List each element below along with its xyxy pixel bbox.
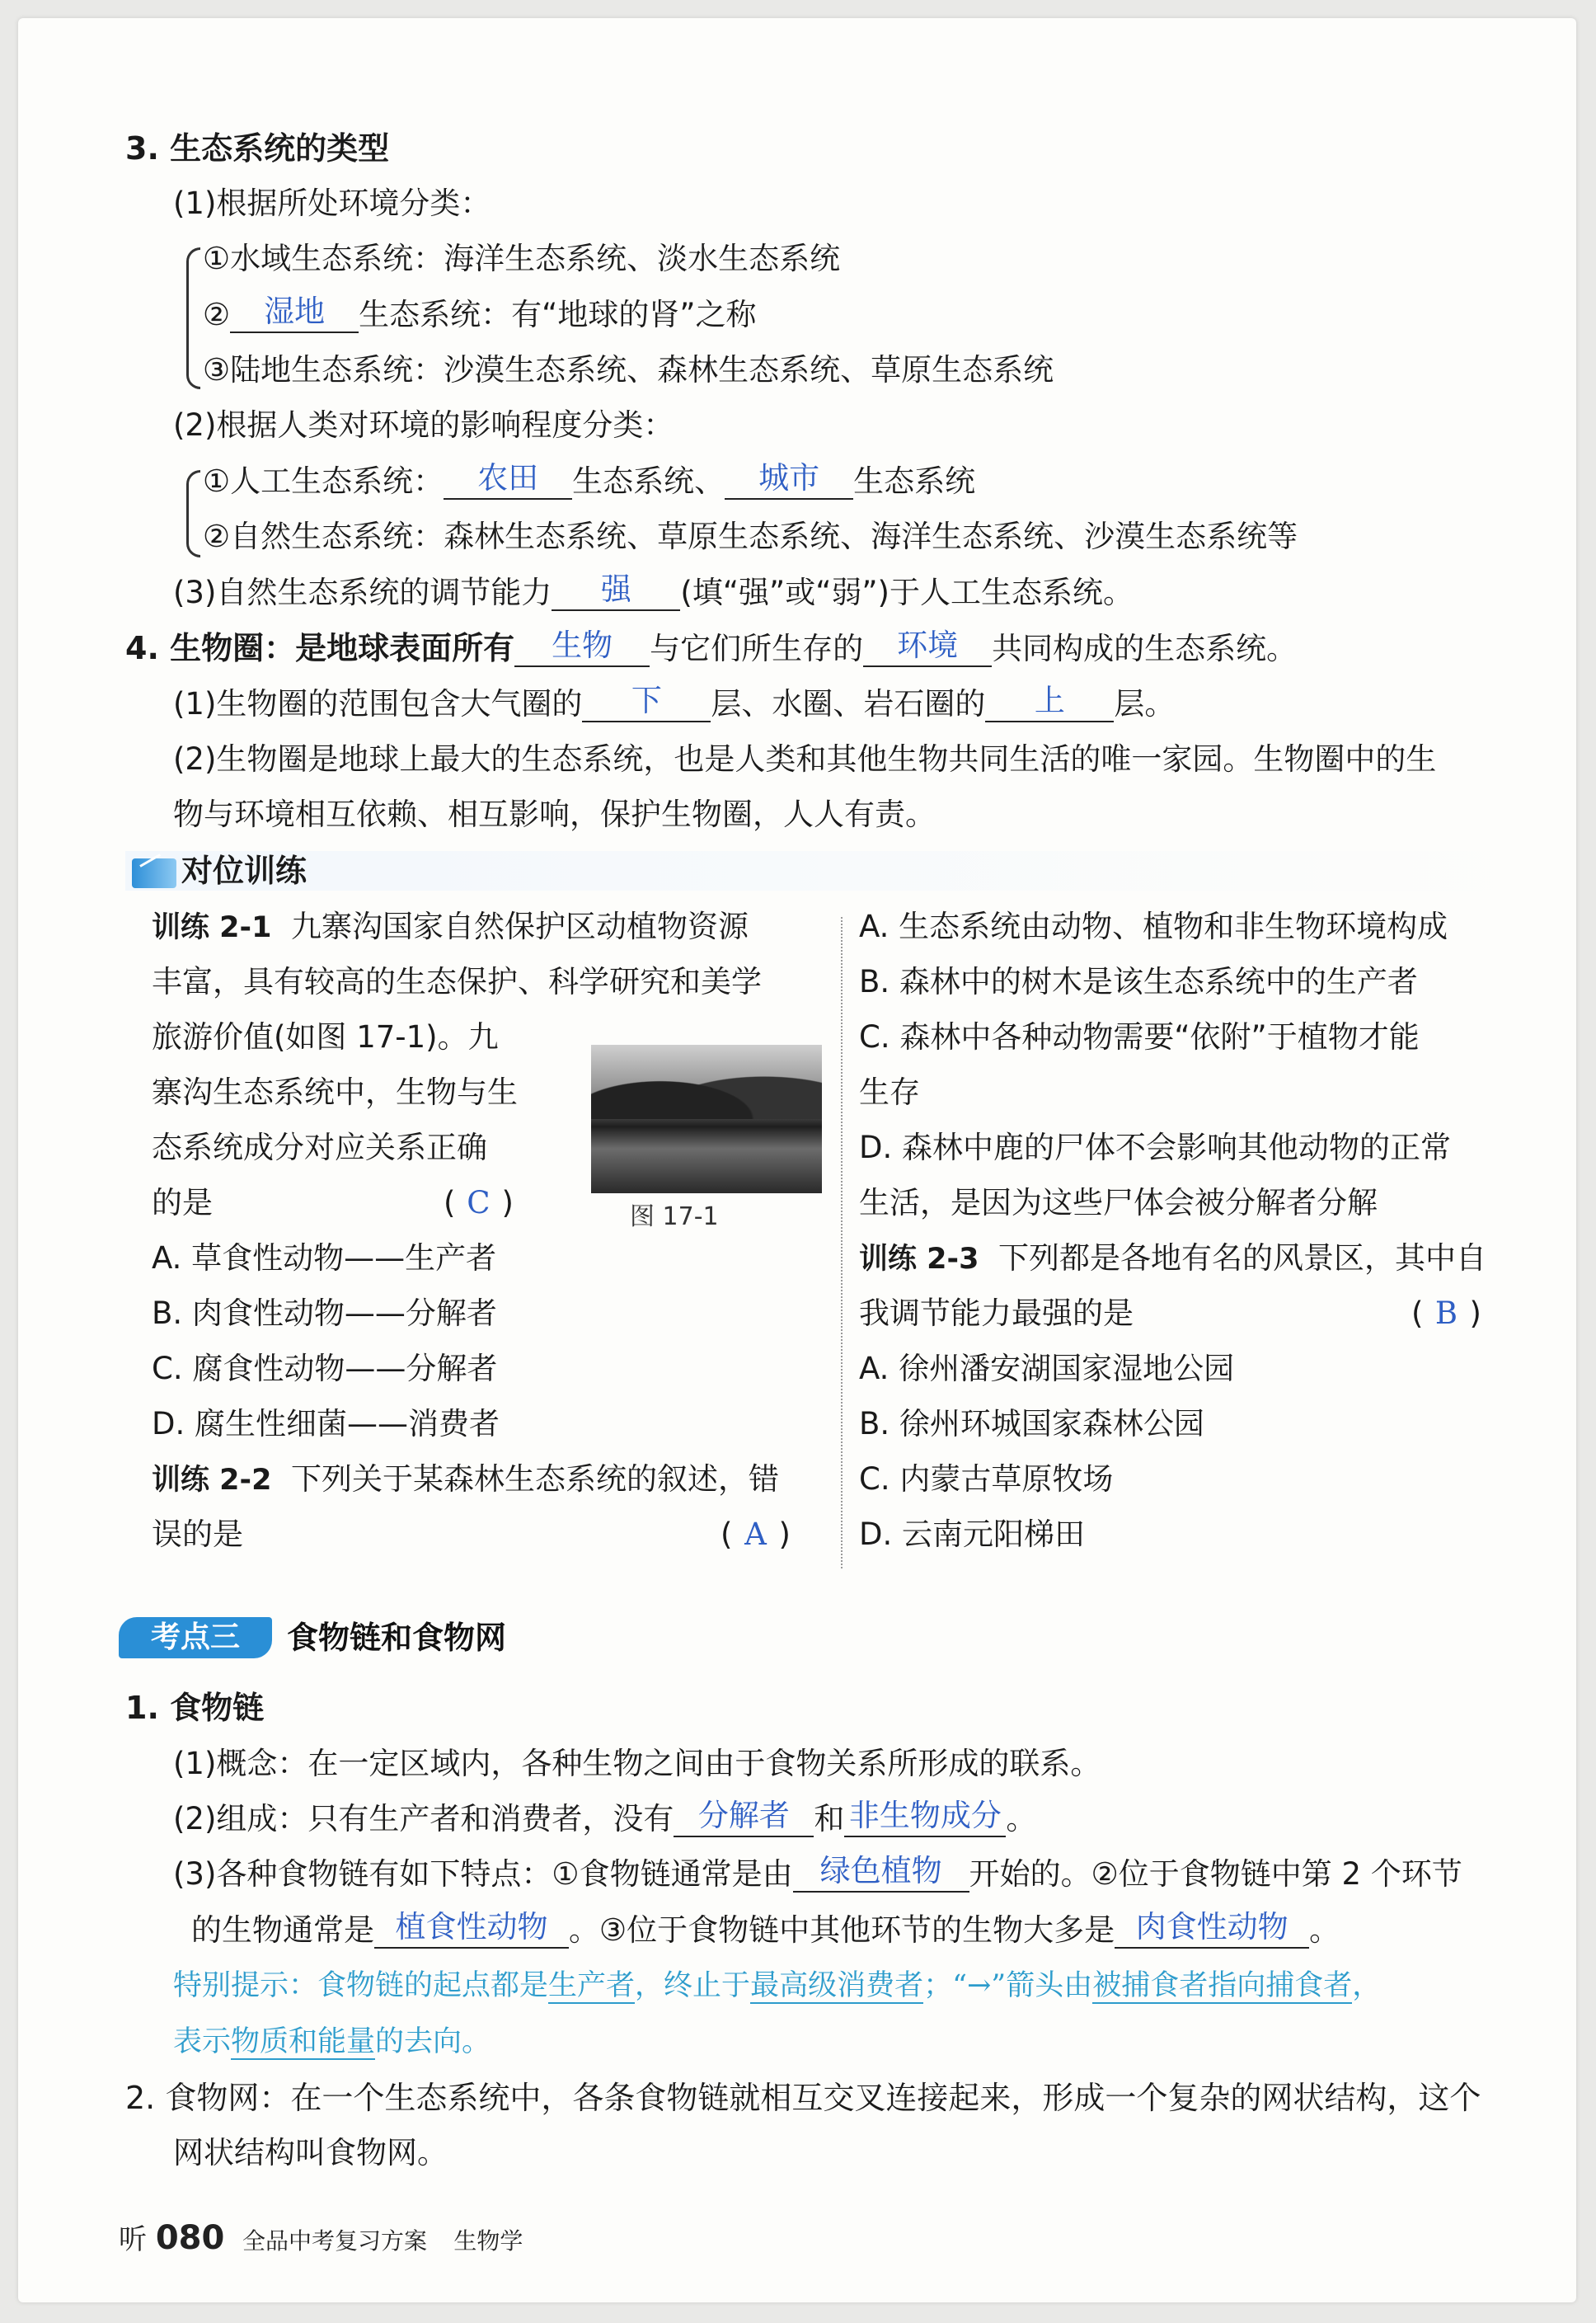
s3-p2a-post: 生态系统 (853, 463, 976, 499)
s3-p1b-post: 生态系统：有“地球的肾”之称 (359, 297, 757, 332)
q2-l2: 误的是 (152, 1517, 243, 1552)
page-footer (119, 2218, 523, 2261)
brace-2 (186, 470, 200, 557)
s3-p2a-mid: 生态系统、 (572, 463, 725, 499)
brace-1 (186, 247, 200, 389)
tip-matter-energy: 物质和能量 (231, 2025, 376, 2058)
q3-option-b: B. 徐州环城国家森林公园 (859, 1406, 1204, 1441)
book-title: 全品中考复习方案 (242, 2227, 427, 2255)
arrow-icon (132, 858, 176, 888)
answer-organisms: 生物 (514, 629, 650, 667)
special-tip-line2 (173, 2022, 491, 2062)
q2-option-c1: C. 森林中各种动物需要“依附”于植物才能 (859, 1019, 1420, 1055)
s3-p2a (203, 462, 975, 503)
answer-city: 城市 (725, 462, 853, 500)
q2-answer: A (744, 1517, 767, 1552)
jiuzhaigou-photo (591, 1045, 822, 1193)
q2-option-d1: D. 森林中鹿的尸体不会影响其他动物的正常 (859, 1130, 1452, 1165)
kp3-title: 食物链和食物网 (287, 1620, 507, 1656)
q3-option-c: C. 内蒙古草原牧场 (859, 1461, 1114, 1497)
tip-producer: 生产者 (548, 1969, 636, 2002)
s3-p3-pre: (3)自然生态系统的调节能力 (173, 575, 552, 610)
kp3-c2-pre: (2)组成：只有生产者和消费者，没有 (173, 1801, 674, 1836)
answer-abiotic: 非生物成分 (844, 1799, 1006, 1837)
q3-label: 训练 2-3 (859, 1243, 979, 1276)
q1-l2: 丰富，具有较高的生态保护、科学研究和美学 (152, 964, 762, 999)
kp3-c4-pre: 的生物通常是 (191, 1912, 374, 1948)
s4-mid: 与它们所生存的 (650, 631, 864, 666)
kp3-c2-post: 。 (1006, 1801, 1037, 1836)
q1-option-c: C. 腐食性动物——分解者 (152, 1351, 498, 1386)
tip-text-2: ，终止于 (635, 1969, 751, 2002)
s4-pre: 4. 生物圈：是地球表面所有 (125, 630, 515, 666)
s4-p2a: (2)生物圈是地球上最大的生态系统，也是人类和其他生物共同生活的唯一家园。生物圈中的生 (173, 741, 1437, 777)
page-number: 080 (155, 2219, 225, 2257)
q2-l1: 下列关于某森林生态系统的叙述，错 (290, 1461, 779, 1497)
section-3-title: 3. 生态系统的类型 (125, 130, 390, 167)
tip-text-4: ， (1352, 1969, 1382, 2002)
kp3-c4 (191, 1911, 1340, 1952)
s4-p1 (173, 684, 1175, 726)
tip-text-5: 表示 (173, 2025, 232, 2058)
q2-line1 (152, 1460, 779, 1500)
s3-p3 (173, 573, 1134, 614)
footer-prefix: 听 (119, 2223, 147, 2256)
figure-caption: 图 17-1 (630, 1202, 719, 1231)
answer-carnivores: 肉食性动物 (1115, 1911, 1309, 1949)
tip-text-6: 的去向。 (375, 2025, 491, 2058)
q1-answer-bracket: ( C ) (444, 1183, 514, 1223)
section-4 (125, 628, 1297, 670)
kp3-c3 (173, 1855, 1462, 1896)
q2-option-a: A. 生态系统由动物、植物和非生物环境构成 (859, 909, 1448, 944)
q1-l5: 态系统成分对应关系正确 (152, 1130, 487, 1165)
q2-answer-bracket: ( A ) (721, 1515, 791, 1554)
s3-p1b-pre: ② (203, 297, 231, 332)
kp3-s2a-text: 2. 食物网：在一个生态系统中，各条食物链就相互交叉连接起来，形成一个复杂的网状结构，这个 (125, 2080, 1481, 2116)
s3-p3-post: (填“强”或“弱”)于人工生态系统。 (680, 575, 1134, 610)
practice-header (132, 851, 307, 891)
s3-p1: (1)根据所处环境分类： (173, 186, 491, 221)
q1-line1 (152, 907, 749, 948)
kp3-c3-pre: (3)各种食物链有如下特点：①食物链通常是由 (173, 1856, 793, 1892)
tip-arrow-direction: 被捕食者指向捕食者 (1092, 1969, 1353, 2002)
q2-option-d2: 生活，是因为这些尸体会被分解者分解 (859, 1185, 1378, 1220)
q2-option-b: B. 森林中的树木是该生态系统中的生产者 (859, 964, 1418, 999)
q3-answer: B (1434, 1296, 1458, 1331)
kp3-s1-title: 1. 食物链 (125, 1690, 265, 1726)
s3-p1b (203, 295, 757, 336)
q1-l6: 的是 (152, 1185, 213, 1220)
document-page (18, 18, 1576, 2302)
answer-green-plants: 绿色植物 (793, 1855, 969, 1893)
s3-p2a-pre: ①人工生态系统： (203, 463, 444, 499)
answer-environment: 环境 (863, 629, 992, 667)
q1-option-b: B. 肉食性动物——分解者 (152, 1296, 497, 1331)
column-divider (841, 917, 843, 1568)
answer-decomposers: 分解者 (674, 1799, 814, 1837)
q3-l1: 下列都是各地有名的风景区，其中自 (998, 1240, 1486, 1276)
q2-label: 训练 2-2 (152, 1464, 272, 1497)
kp3-c1: (1)概念：在一定区域内，各种生物之间由于食物关系所形成的联系。 (173, 1746, 1101, 1781)
q1-option-d: D. 腐生性细菌——消费者 (152, 1406, 500, 1441)
q1-l4: 寨沟生态系统中，生物与生 (152, 1075, 518, 1110)
subject-name: 生物学 (453, 2227, 523, 2255)
tip-label: 特别提示： (173, 1969, 318, 2002)
kp3-c3-post: 开始的。②位于食物链中第 2 个环节 (969, 1856, 1462, 1892)
q3-option-d: D. 云南元阳梯田 (859, 1517, 1086, 1552)
answer-farmland: 农田 (444, 462, 572, 500)
q3-l2: 我调节能力最强的是 (859, 1296, 1134, 1331)
answer-upper: 上 (985, 684, 1114, 722)
q1-label: 训练 2-1 (152, 911, 272, 944)
kp3-s2b: 网状结构叫食物网。 (173, 2135, 448, 2170)
kp3-s2a (125, 2078, 1481, 2118)
s3-p2: (2)根据人类对环境的影响程度分类： (173, 407, 674, 443)
answer-wetland: 湿地 (230, 295, 359, 333)
tip-text-1: 食物链的起点都是 (317, 1969, 549, 2002)
kp3-c4-post: 。 (1309, 1912, 1340, 1948)
s4-p1-post: 层。 (1114, 686, 1176, 722)
s3-p1a: ①水域生态系统：海洋生态系统、淡水生态系统 (203, 241, 841, 276)
q1-answer: C (467, 1185, 491, 1220)
q1-l3: 旅游价值(如图 17-1)。九 (152, 1019, 499, 1055)
q3-line1 (859, 1239, 1486, 1279)
s4-p1-pre: (1)生物圈的范围包含大气圈的 (173, 686, 583, 722)
s3-p1c: ③陆地生态系统：沙漠生态系统、森林生态系统、草原生态系统 (203, 352, 1054, 388)
practice-band (125, 851, 1527, 891)
s4-p1-mid: 层、水圈、岩石圈的 (711, 686, 986, 722)
special-tip-line1 (173, 1966, 1381, 2006)
q2-option-c2: 生存 (859, 1075, 920, 1110)
kp3-c2-mid: 和 (814, 1801, 845, 1836)
s4-p2b: 物与环境相互依赖、相互影响，保护生物圈，人人有责。 (173, 797, 936, 832)
q1-l1: 九寨沟国家自然保护区动植物资源 (290, 909, 749, 944)
answer-herbivores: 植食性动物 (374, 1911, 569, 1949)
q3-option-a: A. 徐州潘安湖国家湿地公园 (859, 1351, 1235, 1386)
kp3-tag: 考点三 (119, 1617, 272, 1658)
s3-p2b: ②自然生态系统：森林生态系统、草原生态系统、海洋生态系统、沙漠生态系统等 (203, 519, 1298, 554)
tip-text-3: ；“→”箭头由 (923, 1969, 1093, 2002)
kp3-c4-mid: 。③位于食物链中其他环节的生物大多是 (569, 1912, 1115, 1948)
q1-option-a: A. 草食性动物——生产者 (152, 1240, 497, 1276)
practice-title: 对位训练 (181, 853, 307, 889)
answer-lower: 下 (582, 684, 711, 722)
kp3-c2 (173, 1799, 1036, 1841)
answer-strong: 强 (552, 573, 680, 611)
s4-post: 共同构成的生态系统。 (992, 631, 1298, 666)
tip-top-consumer: 最高级消费者 (750, 1969, 924, 2002)
q3-answer-bracket: ( B ) (1411, 1294, 1481, 1333)
